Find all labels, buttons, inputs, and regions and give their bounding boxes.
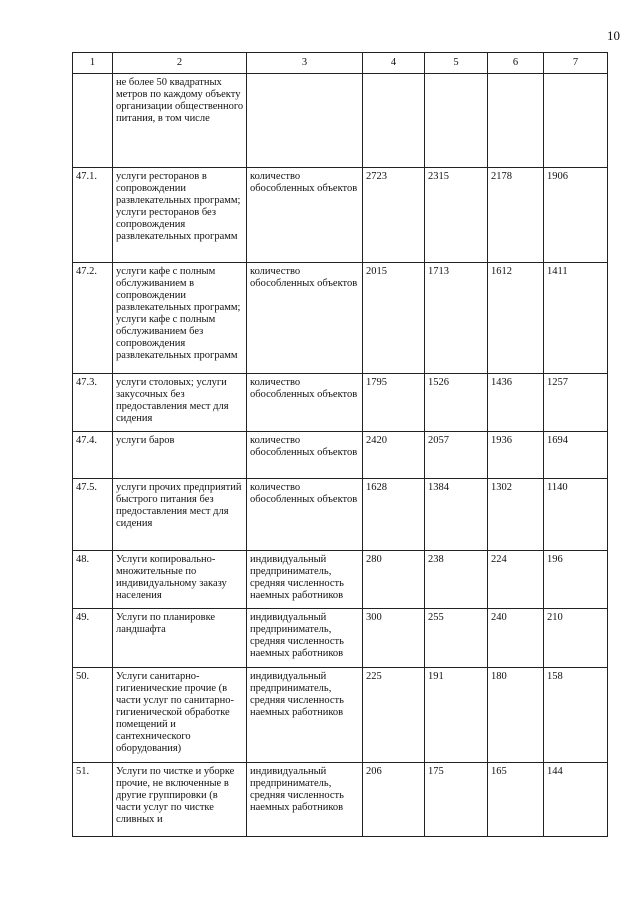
value-col-5: 1713 — [425, 263, 488, 374]
value-col-4: 2420 — [363, 432, 425, 479]
row-number: 49. — [73, 609, 113, 668]
physical-indicator: индивидуальный предприниматель, средняя численность наемных работников — [247, 551, 363, 609]
value-col-4: 225 — [363, 668, 425, 763]
service-name: Услуги по чистке и уборке прочие, не включенные в другие группировки (в части услуг по чистке сливных и — [113, 763, 247, 837]
value-col-5: 2057 — [425, 432, 488, 479]
row-number: 47.5. — [73, 479, 113, 551]
value-col-5: 1526 — [425, 374, 488, 432]
value-col-7: 196 — [544, 551, 608, 609]
physical-indicator: количество обособленных объектов — [247, 374, 363, 432]
header-col-4: 4 — [363, 53, 425, 74]
row-number: 47.3. — [73, 374, 113, 432]
physical-indicator: количество обособленных объектов — [247, 168, 363, 263]
value-col-6: 2178 — [488, 168, 544, 263]
service-name: услуги столовых; услуги закусочных без предоставления мест для сидения — [113, 374, 247, 432]
value-col-6: 1936 — [488, 432, 544, 479]
row-number: 47.4. — [73, 432, 113, 479]
row-number: 50. — [73, 668, 113, 763]
value-col-6: 1302 — [488, 479, 544, 551]
value-col-6: 165 — [488, 763, 544, 837]
value-col-6: 240 — [488, 609, 544, 668]
value-col-4: 1795 — [363, 374, 425, 432]
table-row — [73, 668, 608, 763]
table-body — [73, 74, 608, 837]
header-col-3: 3 — [247, 53, 363, 74]
physical-indicator: количество обособленных объектов — [247, 432, 363, 479]
table-row — [73, 74, 608, 168]
value-col-7: 210 — [544, 609, 608, 668]
service-name: Услуги по планировке ландшафта — [113, 609, 247, 668]
row-number: 47.2. — [73, 263, 113, 374]
value-col-6: 1436 — [488, 374, 544, 432]
service-name: Услуги санитарно-гигиенические прочие (в части услуг по санитарно-гигиенической обработке помещений и сантехнического оборудования) — [113, 668, 247, 763]
value-col-6 — [488, 74, 544, 168]
value-col-7: 1257 — [544, 374, 608, 432]
value-col-7: 1906 — [544, 168, 608, 263]
header-row — [73, 53, 608, 74]
value-col-5: 2315 — [425, 168, 488, 263]
value-col-7: 1411 — [544, 263, 608, 374]
service-name: услуги прочих предприятий быстрого питания без предоставления мест для сидения — [113, 479, 247, 551]
physical-indicator: индивидуальный предприниматель, средняя численность наемных работников — [247, 763, 363, 837]
header-col-2: 2 — [113, 53, 247, 74]
row-number: 47.1. — [73, 168, 113, 263]
table-row — [73, 479, 608, 551]
physical-indicator: количество обособленных объектов — [247, 263, 363, 374]
value-col-4: 280 — [363, 551, 425, 609]
value-col-7: 1694 — [544, 432, 608, 479]
physical-indicator — [247, 74, 363, 168]
value-col-4: 2723 — [363, 168, 425, 263]
row-number: 48. — [73, 551, 113, 609]
value-col-5: 175 — [425, 763, 488, 837]
service-name: не более 50 квадратных метров по каждому объекту организации общественного питания, в том числе — [113, 74, 247, 168]
value-col-7: 1140 — [544, 479, 608, 551]
physical-indicator: индивидуальный предприниматель, средняя численность наемных работников — [247, 668, 363, 763]
table-row — [73, 763, 608, 837]
service-name: Услуги копировально-множительные по индивидуальному заказу населения — [113, 551, 247, 609]
table-row — [73, 551, 608, 609]
value-col-4: 300 — [363, 609, 425, 668]
header-col-5: 5 — [425, 53, 488, 74]
tariff-table — [72, 52, 608, 837]
service-name: услуги ресторанов в сопровождении развлекательных программ; услуги ресторанов без сопровождения развлекательных программ — [113, 168, 247, 263]
row-number — [73, 74, 113, 168]
value-col-5: 255 — [425, 609, 488, 668]
value-col-5: 238 — [425, 551, 488, 609]
value-col-6: 1612 — [488, 263, 544, 374]
row-number: 51. — [73, 763, 113, 837]
value-col-4: 1628 — [363, 479, 425, 551]
physical-indicator: индивидуальный предприниматель, средняя численность наемных работников — [247, 609, 363, 668]
table-row — [73, 263, 608, 374]
header-col-7: 7 — [544, 53, 608, 74]
value-col-4: 206 — [363, 763, 425, 837]
table-row — [73, 609, 608, 668]
value-col-4: 2015 — [363, 263, 425, 374]
value-col-7 — [544, 74, 608, 168]
value-col-7: 158 — [544, 668, 608, 763]
service-name: услуги кафе с полным обслуживанием в сопровождении развлекательных программ; услуги кафе с полным обслуживанием без сопровождения развлекательных программ — [113, 263, 247, 374]
value-col-5 — [425, 74, 488, 168]
table-header — [73, 53, 608, 74]
table-row — [73, 432, 608, 479]
header-col-1: 1 — [73, 53, 113, 74]
value-col-4 — [363, 74, 425, 168]
header-col-6: 6 — [488, 53, 544, 74]
value-col-6: 180 — [488, 668, 544, 763]
value-col-7: 144 — [544, 763, 608, 837]
service-name: услуги баров — [113, 432, 247, 479]
table-row — [73, 374, 608, 432]
value-col-6: 224 — [488, 551, 544, 609]
value-col-5: 1384 — [425, 479, 488, 551]
value-col-5: 191 — [425, 668, 488, 763]
table-row — [73, 168, 608, 263]
physical-indicator: количество обособленных объектов — [247, 479, 363, 551]
page-number: 10 — [607, 28, 620, 43]
